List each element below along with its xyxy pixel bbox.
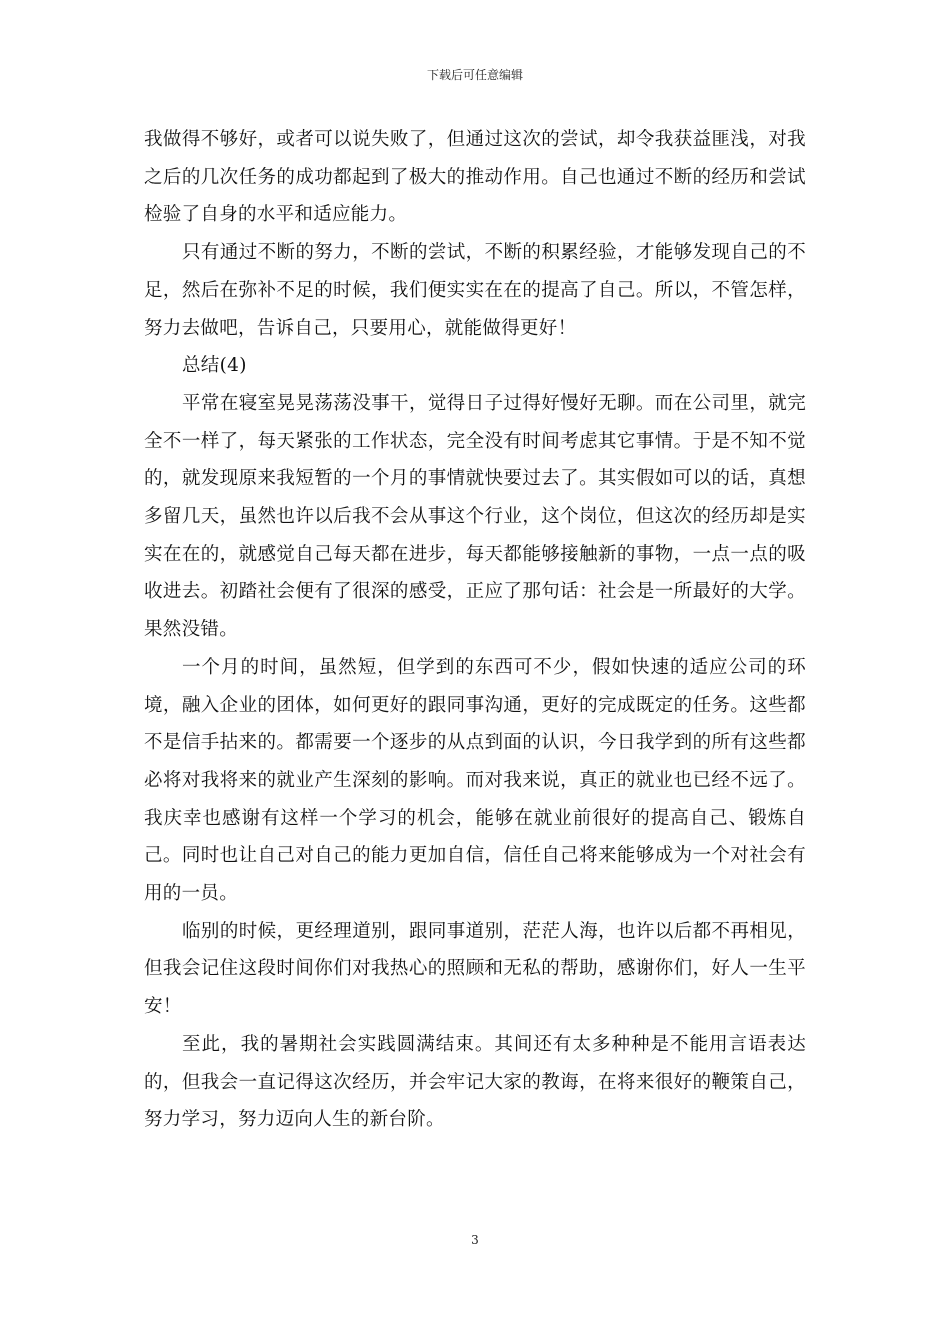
paragraph-continuation: 我做得不够好，或者可以说失败了，但通过这次的尝试，却令我获益匪浅，对我之后的几次任务的成功都起到了极大的推动作用。自己也通过不断的经历和尝试检验了自身的水平和适应能力。 — [144, 129, 806, 226]
paragraph: 一个月的时间，虽然短，但学到的东西可不少，假如快速的适应公司的环境，融入企业的团体，如何更好的跟同事沟通，更好的完成既定的任务。这些都不是信手拈来的。都需要一个逐步的从点到面的认识，今日我学到的所有这些都必将对我将来的就业产生深刻的影响。而对我来说，真正的就业也已经不远了。我庆幸也感谢有这样一个学习的机会，能够在就业前很好的提高自己、锻炼自己。同时也让自己对自己的能力更加自信，信任自己将来能够成为一个对社会有用的一员。 — [144, 656, 806, 905]
paragraph: 平常在寝室晃晃荡荡没事干，觉得日子过得好慢好无聊。而在公司里，就完全不一样了，每天紧张的工作状态，完全没有时间考虑其它事情。于是不知不觉的，就发现原来我短暂的一个月的事情就快要过去了。其实假如可以的话，真想多留几天，虽然也许以后我不会从事这个行业，这个岗位，但这次的经历却是实实在在的，就感觉自己每天都在进步，每天都能够接触新的事物，一点一点的吸收进去。初踏社会便有了很深的感受，正应了那句话：社会是一所最好的大学。果然没错。 — [144, 392, 806, 641]
section-heading: 总结(4) — [182, 355, 247, 377]
paragraph: 只有通过不断的努力，不断的尝试，不断的积累经验，才能够发现自己的不足，然后在弥补不足的时候，我们便实实在在的提高了自己。所以，不管怎样，努力去做吧，告诉自己，只要用心，就能做得更好！ — [144, 242, 806, 339]
paragraph: 临别的时候，更经理道别，跟同事道别，茫茫人海，也许以后都不再相见，但我会记住这段时间你们对我热心的照顾和无私的帮助，感谢你们，好人一生平安！ — [144, 920, 806, 1018]
document-body — [144, 121, 806, 1139]
paragraph: 至此，我的暑期社会实践圆满结束。其间还有太多种种是不能用言语表达的，但我会一直记得这次经历，并会牢记大家的教诲，在将来很好的鞭策自己，努力学习，努力迈向人生的新台阶。 — [144, 1033, 806, 1131]
page-header: 下载后可任意编辑 — [426, 68, 523, 82]
page-number: 3 — [471, 1233, 479, 1247]
